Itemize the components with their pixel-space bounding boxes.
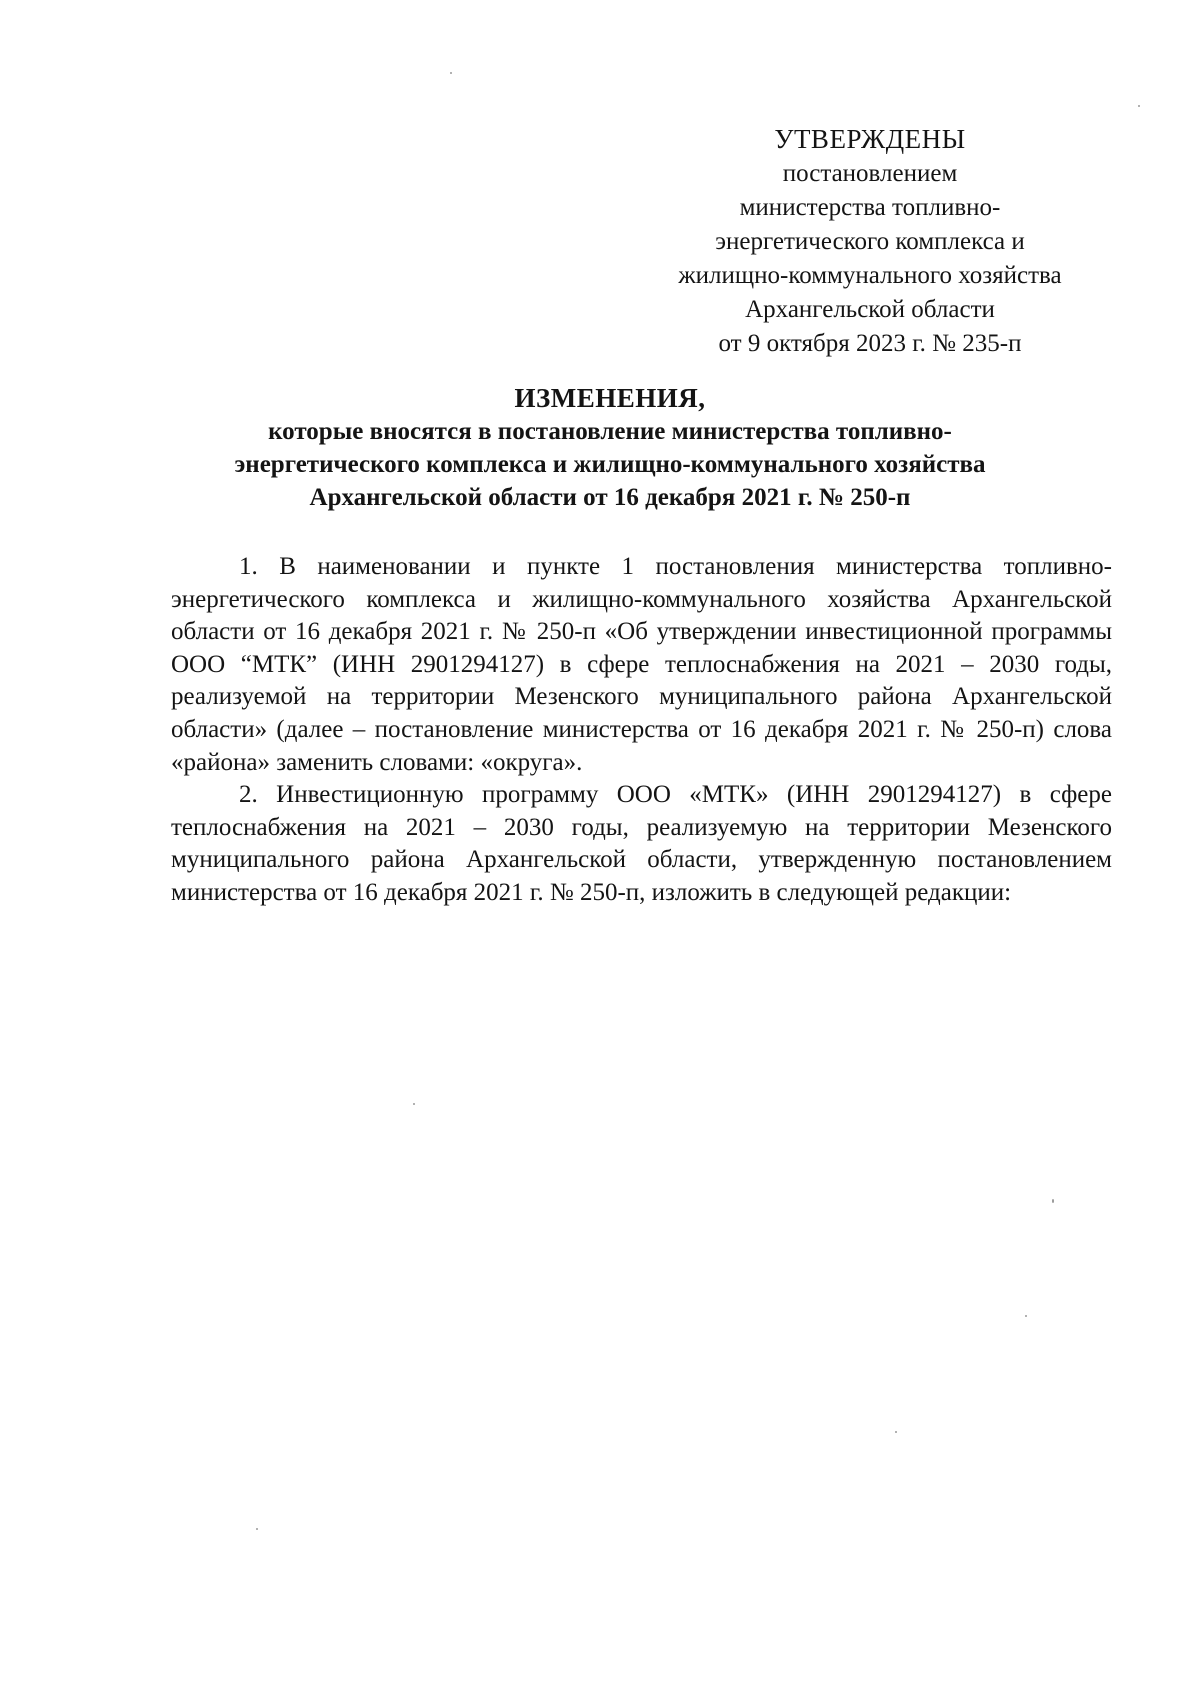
scan-speck <box>895 1431 897 1433</box>
scan-speck <box>413 1103 415 1105</box>
scan-speck <box>1138 105 1140 107</box>
approval-line: энергетического комплекса и <box>715 228 1025 255</box>
document-title: ИЗМЕНЕНИЯ, <box>514 383 706 413</box>
approval-line: Архангельской области <box>745 296 995 323</box>
approval-line: от 9 октября 2023 г. № 235-п <box>718 330 1022 357</box>
document-body <box>171 551 1112 910</box>
scan-speck <box>1052 1199 1054 1203</box>
document-subtitle-line: Архангельской области от 16 декабря 2021 г. № 250-п <box>309 484 911 511</box>
approval-line: постановлением <box>782 160 958 187</box>
scan-speck <box>450 72 452 74</box>
scan-speck <box>256 1528 258 1530</box>
document-subtitle-line: энергетического комплекса и жилищно-коммунального хозяйства <box>234 451 986 478</box>
approval-line: жилищно-коммунального хозяйства <box>678 262 1062 289</box>
document-title-block <box>150 382 1070 514</box>
body-paragraph-1: 1. В наименовании и пункте 1 постановления министерства топливно-энергетического комплекса и жилищно-коммунального хозяйства Архангельской области от 16 декабря 2021 г. № 250-п «Об утверждении инвестиционной программы ООО “МТК” (ИНН 2901294127) в сфере теплоснабжения на 2021 – 2030 годы, реализуемой на территории Мезенского муниципального района Архангельской области» (далее – постановление министерства от 16 декабря 2021 г. № 250-п) слова «района» заменить словами: «округа». <box>171 553 1112 776</box>
approval-heading: УТВЕРЖДЕНЫ <box>774 124 966 154</box>
approval-line: министерства топливно- <box>739 194 1001 221</box>
approval-stamp-block <box>640 122 1100 361</box>
document-subtitle-line: которые вносятся в постановление министерства топливно- <box>268 418 952 445</box>
scan-speck <box>1025 1315 1027 1317</box>
body-paragraph-2: 2. Инвестиционную программу ООО «МТК» (ИНН 2901294127) в сфере теплоснабжения на 2021 – 2030 годы, реализуемую на территории Мезенского муниципального района Архангельской области, утвержденную постановлением министерства от 16 декабря 2021 г. № 250-п, изложить в следующей редакции: <box>171 781 1112 906</box>
